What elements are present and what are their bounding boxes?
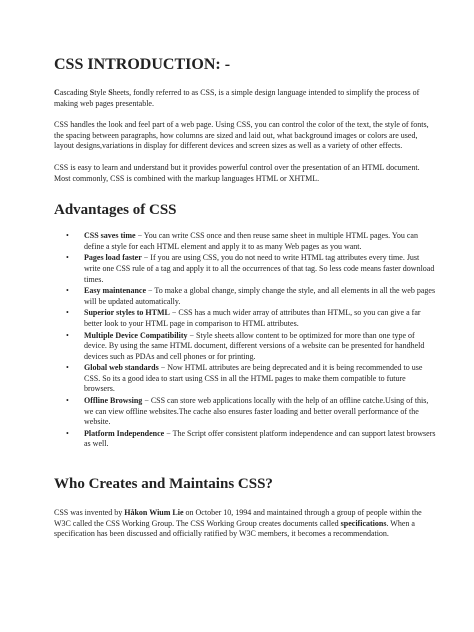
list-item bbox=[84, 363, 436, 395]
list-item bbox=[84, 308, 436, 329]
list-item-term: Superior styles to HTML bbox=[84, 308, 170, 318]
list-item-term: Offline Browsing bbox=[84, 396, 143, 406]
list-item bbox=[84, 231, 436, 252]
inventor-name: Håkon Wium Lie bbox=[124, 508, 184, 518]
intro-c: C bbox=[54, 88, 60, 97]
history-text-b: on October 10, 1994 and maintained through a group of people within the W3C called the CSS Working Group. The CSS Working Group creates documents called bbox=[54, 508, 422, 528]
intro-s2: S bbox=[108, 88, 113, 97]
list-item bbox=[84, 331, 436, 363]
list-item bbox=[84, 253, 436, 285]
list-item-text: − If you are using CSS, you do not need to write HTML tag attributes every time. Just write one CSS rule of a tag and apply it to all the occurrences of that tag. So less code means faster download times. bbox=[84, 253, 435, 284]
list-item-text: − CSS can store web applications locally with the help of an offline catche.Using of this, we can view offline websites.The cache also ensures faster loading and better overall performance of the website. bbox=[84, 396, 429, 427]
list-item bbox=[84, 286, 436, 307]
easy-to-learn-paragraph: CSS is easy to learn and understand but it provides powerful control over the presentation of an HTML document. Most commonly, CSS is combined with the markup languages HTML or XHTML. bbox=[54, 162, 420, 183]
advantages-heading: Advantages of CSS bbox=[54, 202, 177, 219]
history-paragraph bbox=[54, 508, 436, 540]
history-text-a: CSS was invented by bbox=[54, 508, 125, 518]
list-item bbox=[84, 429, 436, 450]
specifications-term: specifications bbox=[340, 518, 387, 528]
look-and-feel-paragraph: CSS handles the look and feel part of a web page. Using CSS, you can control the color of the text, the style of fonts, the spacing between paragraphs, how columns are sized and laid out, what background images or colors are used, layout designs,variations in display for different devices and screen sizes as well as a variety of other effects. bbox=[54, 120, 429, 151]
intro-paragraph bbox=[54, 88, 436, 109]
list-item-text: − Now HTML attributes are being deprecated and it is being recommended to use CSS. So its a good idea to start using CSS in all the HTML pages to make them compatible to future browsers. bbox=[84, 363, 423, 394]
intro-ascading: ascading bbox=[59, 88, 90, 97]
who-creates-heading: Who Creates and Maintains CSS? bbox=[54, 476, 273, 493]
list-item-text: − Style sheets allow content to be optimized for more than one type of device. By using the same HTML document, different versions of a website can be presented for handheld devices such as PDAs and cell phones or for printing. bbox=[84, 330, 425, 361]
list-item-term: Global web standards bbox=[84, 363, 159, 373]
intro-rest: heets, fondly referred to as CSS, is a simple design language intended to simplify the process of making web pages presentable. bbox=[54, 88, 420, 108]
advantages-list bbox=[54, 231, 436, 450]
intro-tyle: tyle bbox=[94, 88, 109, 97]
intro-s: S bbox=[89, 88, 95, 97]
list-item-term: Platform Independence bbox=[84, 428, 165, 438]
list-item-text: − To make a global change, simply change the style, and all elements in all the web pages will be updated automatically. bbox=[84, 286, 436, 306]
list-item-text: − CSS has a much wider array of attributes than HTML, so you can give a far better look to your HTML page in comparison to HTML attributes. bbox=[84, 308, 421, 328]
list-item-text: − The Script offer consistent platform independence and can support latest browsers as well. bbox=[84, 428, 436, 449]
page-title: CSS INTRODUCTION: - bbox=[54, 56, 231, 73]
list-item-text: − You can write CSS once and then reuse same sheet in multiple HTML pages. You can define a style for each HTML element and apply it to as many Web pages as you want. bbox=[84, 231, 418, 251]
list-item-term: Multiple Device Compatibility bbox=[84, 330, 188, 340]
list-item-term: Easy maintenance bbox=[84, 286, 146, 296]
history-text-c: . When a specification has been discussed and officially ratified by W3C members, it becomes a recommendation. bbox=[54, 518, 415, 539]
list-item-term: Pages load faster bbox=[84, 253, 142, 263]
list-item-term: CSS saves time bbox=[84, 231, 136, 241]
list-item bbox=[84, 396, 436, 428]
